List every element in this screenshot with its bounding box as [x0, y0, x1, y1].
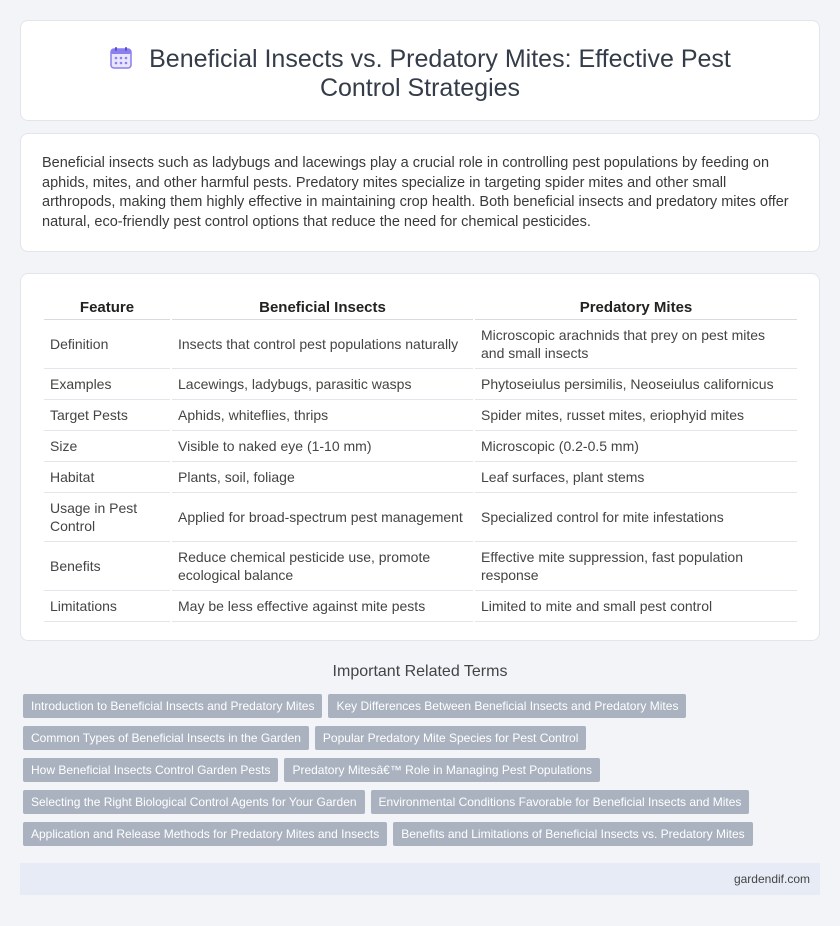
- cell-mites: Microscopic (0.2-0.5 mm): [475, 431, 797, 462]
- table-row: [44, 542, 797, 591]
- row-label: Usage in Pest Control: [44, 493, 170, 542]
- related-term-link[interactable]: Introduction to Beneficial Insects and Predatory Mites: [23, 694, 322, 718]
- row-label: Examples: [44, 369, 170, 400]
- row-label: Size: [44, 431, 170, 462]
- footer: [20, 863, 820, 895]
- table-row: [44, 431, 797, 462]
- cell-insects: Aphids, whiteflies, thrips: [172, 400, 473, 431]
- related-terms-title: Important Related Terms: [332, 663, 508, 680]
- row-label: Target Pests: [44, 400, 170, 431]
- header-feature: Feature: [44, 296, 170, 320]
- related-term-link[interactable]: Popular Predatory Mite Species for Pest Control: [315, 726, 586, 750]
- cell-mites: Leaf surfaces, plant stems: [475, 462, 797, 493]
- header-predatory-mites: Predatory Mites: [475, 296, 797, 320]
- cell-insects: May be less effective against mite pests: [172, 591, 473, 622]
- intro-card: [20, 133, 820, 252]
- cell-mites: Specialized control for mite infestations: [475, 493, 797, 542]
- cell-insects: Lacewings, ladybugs, parasitic wasps: [172, 369, 473, 400]
- cell-insects: Reduce chemical pesticide use, promote ecological balance: [172, 542, 473, 591]
- page-title: [81, 45, 759, 103]
- table-header-row: [44, 296, 797, 320]
- page-title-text: Beneficial Insects vs. Predatory Mites: Effective Pest Control Strategies: [149, 45, 731, 102]
- cell-insects: Insects that control pest populations naturally: [172, 320, 473, 369]
- table-row: [44, 320, 797, 369]
- related-term-link[interactable]: Common Types of Beneficial Insects in the Garden: [23, 726, 309, 750]
- related-terms-list: [23, 694, 803, 854]
- table-row: [44, 591, 797, 622]
- cell-insects: Plants, soil, foliage: [172, 462, 473, 493]
- cell-insects: Applied for broad-spectrum pest management: [172, 493, 473, 542]
- footer-domain: gardendif.com: [733, 872, 810, 886]
- table-row: [44, 400, 797, 431]
- related-term-link[interactable]: Key Differences Between Beneficial Insects and Predatory Mites: [328, 694, 686, 718]
- comparison-table: [42, 296, 799, 622]
- table-row: [44, 493, 797, 542]
- cell-mites: Microscopic arachnids that prey on pest mites and small insects: [475, 320, 797, 369]
- related-term-link[interactable]: Selecting the Right Biological Control Agents for Your Garden: [23, 790, 365, 814]
- related-term-link[interactable]: Environmental Conditions Favorable for Beneficial Insects and Mites: [371, 790, 750, 814]
- related-term-link[interactable]: How Beneficial Insects Control Garden Pests: [23, 758, 278, 782]
- header-beneficial-insects: Beneficial Insects: [172, 296, 473, 320]
- cell-mites: Effective mite suppression, fast population response: [475, 542, 797, 591]
- title-card: [20, 20, 820, 121]
- cell-mites: Spider mites, russet mites, eriophyid mites: [475, 400, 797, 431]
- table-row: [44, 369, 797, 400]
- table-row: [44, 462, 797, 493]
- related-term-link[interactable]: Application and Release Methods for Predatory Mites and Insects: [23, 822, 387, 846]
- cell-mites: Limited to mite and small pest control: [475, 591, 797, 622]
- related-term-link[interactable]: Predatory Mitesâ€™ Role in Managing Pest Populations: [284, 758, 600, 782]
- comparison-card: [20, 273, 820, 641]
- cell-insects: Visible to naked eye (1-10 mm): [172, 431, 473, 462]
- cell-mites: Phytoseiulus persimilis, Neoseiulus californicus: [475, 369, 797, 400]
- row-label: Habitat: [44, 462, 170, 493]
- row-label: Benefits: [44, 542, 170, 591]
- related-term-link[interactable]: Benefits and Limitations of Beneficial Insects vs. Predatory Mites: [393, 822, 753, 846]
- row-label: Definition: [44, 320, 170, 369]
- calendar-icon: [109, 46, 133, 70]
- row-label: Limitations: [44, 591, 170, 622]
- intro-paragraph: Beneficial insects such as ladybugs and lacewings play a crucial role in controlling pest populations by feeding on aphids, mites, and other harmful pests. Predatory mites specialize in targeting spider mites and other small arthropods, making them highly effective in maintaining crop health. Both beneficial insects and predatory mites offer natural, eco-friendly pest control options that reduce the need for chemical pesticides.: [42, 155, 789, 230]
